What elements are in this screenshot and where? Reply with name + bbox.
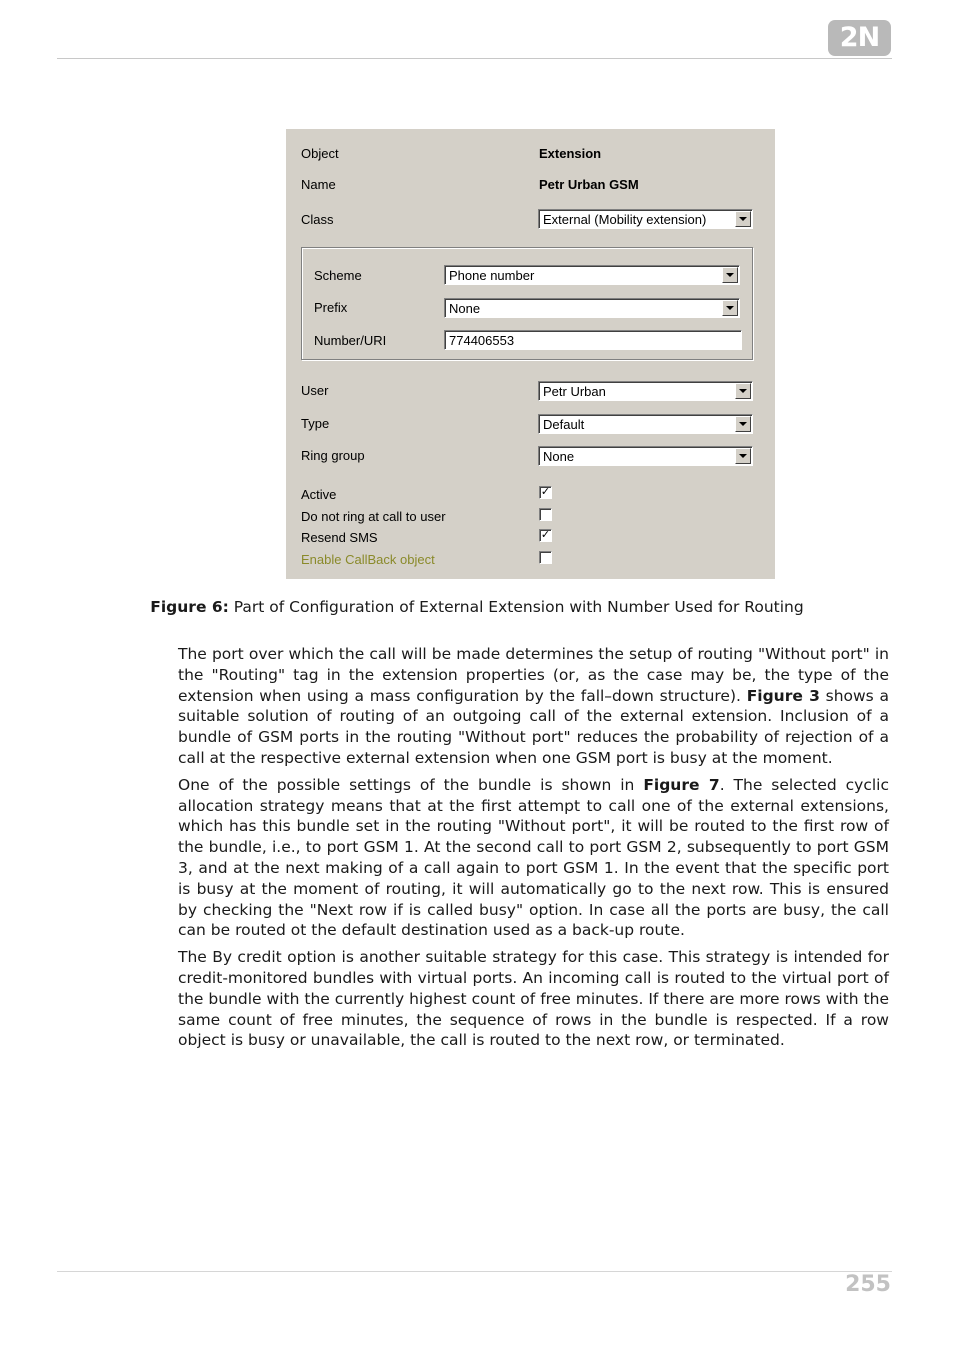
name-value: Petr Urban GSM [539,177,639,192]
ring-group-dropdown-button[interactable] [735,448,751,464]
number-uri-label: Number/URI [314,333,387,348]
type-select-value: Default [543,417,585,432]
type-label: Type [301,416,330,431]
paragraph-2-text-a: One of the possible settings of the bundle is shown in [178,775,644,794]
scheme-label: Scheme [314,268,362,283]
number-uri-value: 774406553 [449,333,515,348]
user-select[interactable] [538,381,753,401]
ring-group-select[interactable] [538,446,753,466]
paragraph-1 [178,644,889,769]
chevron-down-icon [739,217,747,221]
prefix-dropdown-button[interactable] [722,300,738,316]
header-rule [57,58,892,59]
ring-group-label: Ring group [301,448,365,463]
class-dropdown-button[interactable] [735,211,751,227]
brand-logo: 2N [828,20,891,56]
number-group-box [301,247,753,360]
active-checkbox[interactable]: ✓ [540,486,551,498]
do-not-ring-label: Do not ring at call to user [301,509,446,524]
do-not-ring-checkbox[interactable] [539,508,552,521]
scheme-select[interactable] [444,265,740,285]
user-select-value: Petr Urban [543,384,606,399]
extension-config-dialog [286,129,775,579]
chevron-down-icon [726,273,734,277]
figure-caption [0,598,954,616]
name-label: Name [301,177,336,192]
object-label: Object [301,146,339,161]
footer-rule [57,1271,892,1272]
scheme-select-value: Phone number [449,268,535,283]
ring-group-select-value: None [543,449,575,464]
paragraph-1-text-b: shows a suitable solution of routing of an outgoing call of the external extension. Inclusion of a bundle of GSM ports in the routing "Without port" reduces the probability of rejection of a call at the respective external extension when one GSM port is busy at the moment. [178,686,889,767]
figure-caption-text: Part of Configuration of External Extension with Number Used for Routing [228,598,804,616]
page-number: 255 [845,1272,891,1297]
resend-sms-label: Resend SMS [301,530,378,545]
figure-7-ref: Figure 7 [643,775,720,794]
paragraph-1-text-a: The port over which the call will be made determines the setup of routing "Without port" in the "Routing" tag in the extension properties (or, as the case may be, the type of the extension when using a mass configuration by the fall–down structure). [178,645,889,705]
resend-sms-checkbox[interactable]: ✓ [540,529,551,541]
figure-3-ref: Figure 3 [746,686,820,705]
active-label: Active [301,487,337,502]
prefix-select[interactable] [444,298,740,318]
chevron-down-icon [726,306,734,310]
enable-callback-label: Enable CallBack object [301,552,435,567]
user-dropdown-button[interactable] [735,383,751,399]
paragraph-2 [178,775,889,941]
paragraph-2-text-b: . The selected cyclic allocation strategy means that at the first attempt to call one of the external extensions, which has this bundle set in the routing "Without port", it will be routed to the first row of the bundle, i.e., to port GSM 1. At the second call to port GSM 2, subsequently to port GSM 3, and at the next making of a call again to port GSM 1. In the event that the specific port is busy at the moment of routing, it will automatically go to the next row. This is ensured by checking the "Next row if is called busy" option. In case all the ports are busy, the call can be routed ot the default destination used as a back-up route. [178,775,889,940]
class-select-value: External (Mobility extension) [543,212,707,227]
enable-callback-checkbox[interactable] [539,551,552,564]
prefix-label: Prefix [314,300,348,315]
chevron-down-icon [739,389,747,393]
number-uri-input[interactable] [444,330,742,350]
type-select[interactable] [538,414,753,434]
body-text [178,644,889,1057]
class-label: Class [301,212,334,227]
scheme-dropdown-button[interactable] [722,267,738,283]
paragraph-3: The By credit option is another suitable strategy for this case. This strategy is intended for credit-monitored bundles with virtual ports. An incoming call is routed to the virtual port of the bundle with the currently highest count of free minutes. If there are more rows with the same count of free minutes, the sequence of rows in the bundle is respected. If a row object is busy or unavailable, the call is routed to the next row, or terminated. [178,948,889,1050]
class-select[interactable] [538,209,753,229]
prefix-select-value: None [449,301,481,316]
type-dropdown-button[interactable] [735,416,751,432]
chevron-down-icon [739,454,747,458]
object-value: Extension [539,146,602,161]
figure-number: Figure 6: [150,598,229,616]
chevron-down-icon [739,422,747,426]
user-label: User [301,383,329,398]
